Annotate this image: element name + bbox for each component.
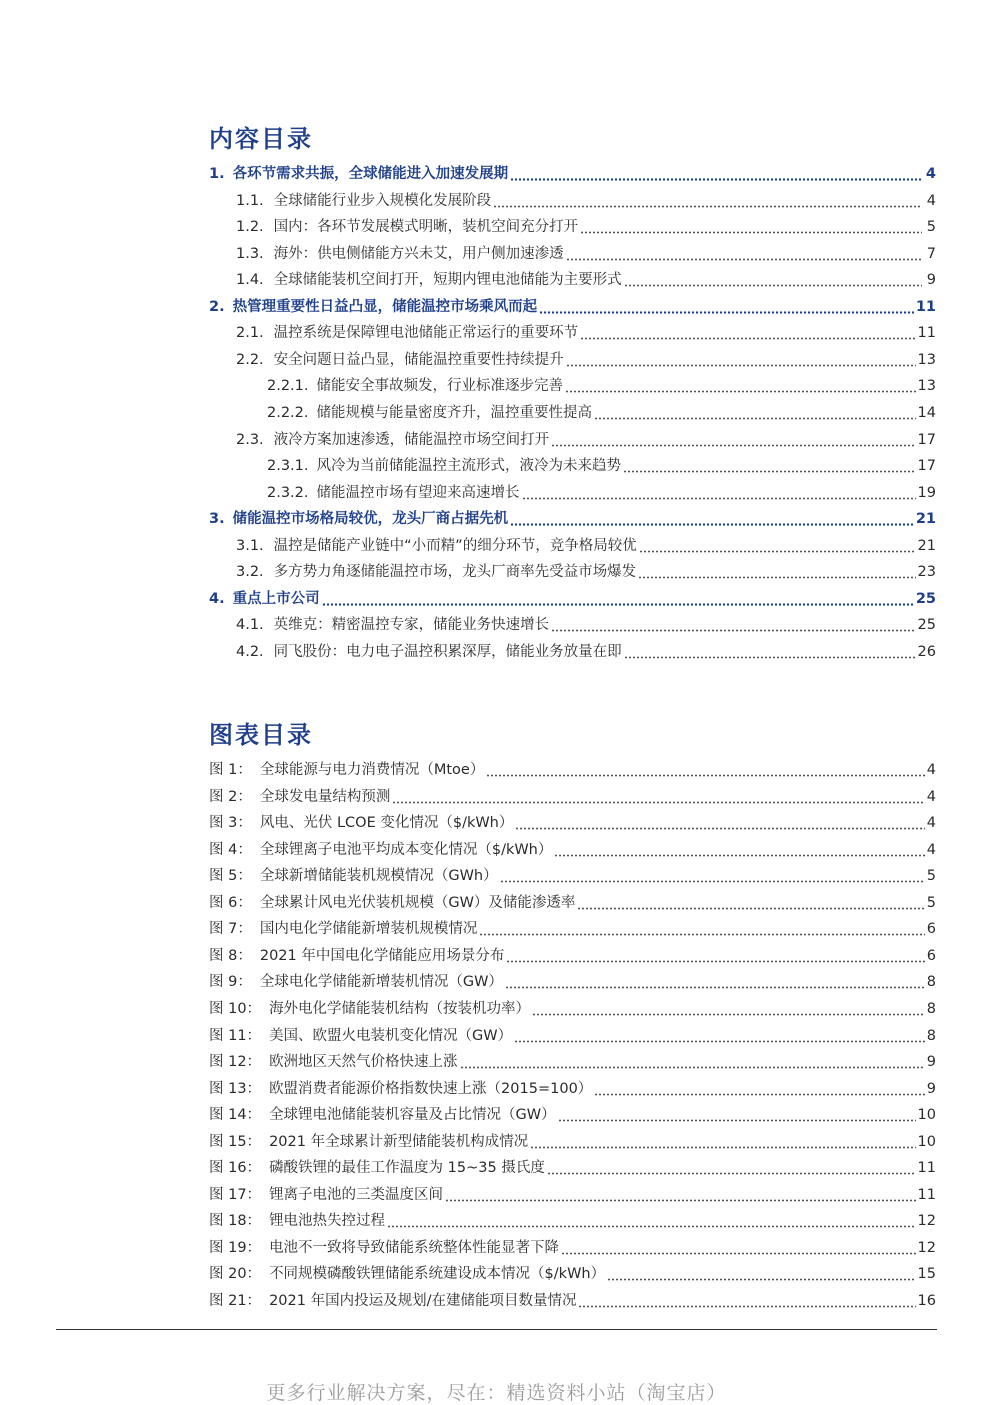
figure-entry-label: 图 15： (209, 1133, 262, 1150)
toc-entry-number: 2.2.2. (267, 404, 309, 421)
toc-leader-dots (510, 506, 914, 532)
figure-entry-page: 6 (926, 947, 936, 964)
toc-leader-dots (580, 320, 915, 346)
toc-leader-dots (322, 586, 914, 612)
figure-entry-title: 磷酸铁锂的最佳工作温度为 15~35 摄氏度 (269, 1160, 545, 1177)
figure-entry[interactable] (209, 784, 936, 810)
toc-entry-number: 4.2. (236, 643, 264, 660)
toc-leader-dots (639, 533, 916, 559)
toc-leader-dots (580, 214, 922, 240)
figure-leader-dots (460, 1049, 925, 1075)
figure-entry-page: 12 (917, 1239, 936, 1256)
toc-entry-number: 2.3. (236, 431, 264, 448)
toc-entry-number: 2.3.1. (267, 458, 309, 475)
toc-entry[interactable] (236, 267, 936, 293)
toc-entry-number: 3.2. (236, 564, 264, 581)
figure-entry-title: 锂电池热失控过程 (269, 1213, 386, 1230)
toc-entry-title: 各环节需求共振，全球储能进入加速发展期 (232, 166, 509, 182)
toc-entry[interactable] (209, 294, 936, 320)
figure-leader-dots (558, 1102, 916, 1128)
figure-entry-title: 2021 年中国电化学储能应用场景分布 (259, 947, 505, 964)
figure-entry-title: 锂离子电池的三类温度区间 (269, 1186, 444, 1203)
figure-entry-label: 图 16： (209, 1160, 262, 1177)
toc-entry[interactable] (236, 188, 936, 214)
figure-leader-dots (387, 1208, 915, 1234)
figure-leader-dots (392, 784, 924, 810)
figure-entry-label: 图 18： (209, 1213, 262, 1230)
figure-leader-dots (607, 1261, 915, 1287)
figure-entry-title: 欧洲地区天然气价格快速上涨 (269, 1054, 458, 1071)
figure-entry[interactable] (209, 943, 936, 969)
figure-entry-label: 图 9： (209, 974, 252, 991)
toc-leader-dots (551, 612, 915, 638)
figure-entry-page: 5 (926, 894, 936, 911)
toc-entry[interactable] (209, 506, 936, 532)
figure-leader-dots (561, 1235, 915, 1261)
figure-entry-title: 电池不一致将导致储能系统整体性能显著下降 (269, 1239, 560, 1256)
toc-entry-page: 17 (917, 431, 936, 448)
figure-entry-title: 2021 年国内投运及规划/在建储能项目数量情况 (269, 1293, 577, 1309)
toc-entry-number: 2.2. (236, 351, 264, 368)
toc-leader-dots (551, 427, 915, 453)
figure-entry-page: 10 (917, 1107, 936, 1124)
toc-leader-dots (623, 453, 916, 479)
toc-entry-number: 4. (209, 590, 225, 607)
figure-entry-title: 全球锂离子电池平均成本变化情况（$/kWh） (259, 841, 553, 858)
toc-entry-title: 同飞股份：电力电子温控积累深厚，储能业务放量在即 (273, 643, 622, 660)
toc-entry-page: 21 (917, 537, 936, 554)
figure-entry-page: 8 (926, 1000, 936, 1017)
toc-entry-number: 1.4. (236, 272, 264, 289)
toc-entry-number: 4.1. (236, 617, 264, 634)
toc-leader-dots (539, 294, 914, 320)
toc-entry-page: 5 (926, 219, 936, 236)
figure-leader-dots (547, 1155, 916, 1181)
toc-entry-number: 2.1. (236, 325, 264, 342)
toc-leader-dots (638, 559, 915, 585)
figure-leader-dots (532, 996, 925, 1022)
toc-entry-number: 2. (209, 298, 225, 315)
toc-entry-page: 25 (917, 617, 936, 634)
toc-entry-title: 风冷为当前储能温控主流形式，液冷为未来趋势 (316, 458, 622, 475)
toc-entry-page: 21 (915, 511, 936, 528)
figure-leader-dots (505, 969, 925, 995)
figure-entry[interactable] (209, 890, 936, 916)
toc-entry-title: 液冷方案加速渗透，储能温控市场空间打开 (273, 431, 550, 448)
figure-entry-label: 图 11： (209, 1027, 262, 1044)
figure-entry-page: 6 (926, 921, 936, 938)
toc-entry-title: 全球储能装机空间打开，短期内锂电池储能为主要形式 (273, 272, 622, 289)
toc-entry-page: 11 (917, 325, 936, 342)
figure-entry-title: 全球新增储能装机规模情况（GWh） (259, 868, 498, 885)
figure-entry-title: 海外电化学储能装机结构（按装机功率） (269, 1000, 531, 1017)
toc-leader-dots (493, 188, 922, 214)
figure-leader-dots (486, 757, 924, 783)
figure-entry[interactable] (209, 969, 936, 995)
figure-entry-title: 全球能源与电力消费情况（Mtoe） (259, 762, 485, 778)
toc-leader-dots (624, 639, 916, 665)
figure-leader-dots (515, 810, 924, 836)
footer-text: 更多行业解决方案，尽在：精选资料小站（淘宝店） (266, 1382, 727, 1404)
figure-entry-page: 12 (917, 1213, 936, 1230)
figures-heading: 图表目录 (209, 721, 313, 749)
toc-entry-page: 4 (925, 166, 936, 182)
figure-entry[interactable] (209, 1102, 936, 1128)
figure-entry-page: 11 (917, 1160, 936, 1177)
toc-leader-dots (565, 373, 916, 399)
toc-entry[interactable] (209, 161, 936, 187)
toc-entry-title: 安全问题日益凸显，储能温控重要性持续提升 (273, 351, 564, 368)
figure-entry-title: 风电、光伏 LCOE 变化情况（$/kWh） (259, 815, 514, 832)
toc-entry-title: 英维克：精密温控专家，储能业务快速增长 (273, 617, 550, 634)
figure-entry-title: 不同规模磷酸铁锂储能系统建设成本情况（$/kWh） (269, 1266, 606, 1283)
figure-entry-label: 图 21： (209, 1293, 262, 1309)
toc-entry-title: 热管理重要性日益凸显，储能温控市场乘风而起 (232, 298, 538, 315)
toc-entry[interactable] (236, 347, 936, 373)
toc-entry-number: 2.3.2. (267, 484, 309, 501)
figure-entry-title: 美国、欧盟火电装机变化情况（GW） (269, 1027, 513, 1044)
figure-entry-page: 4 (926, 762, 936, 778)
toc-entry-number: 3. (209, 511, 225, 528)
figure-entry[interactable] (209, 916, 936, 942)
figure-entry-title: 全球发电量结构预测 (259, 788, 391, 805)
toc-entry[interactable] (236, 559, 936, 585)
figure-entry[interactable] (209, 1208, 936, 1234)
toc-entry-page: 26 (917, 643, 936, 660)
toc-entry-number: 3.1. (236, 537, 264, 554)
toc-entry[interactable] (236, 320, 936, 346)
toc-leader-dots (624, 267, 922, 293)
figure-entry-page: 4 (926, 788, 936, 805)
toc-entry-page: 13 (917, 378, 936, 395)
toc-entry-page: 25 (915, 590, 936, 607)
figure-entry[interactable] (209, 1288, 936, 1314)
figure-entry-label: 图 4： (209, 841, 252, 858)
toc-entry-page: 4 (926, 192, 936, 209)
figure-entry-label: 图 2： (209, 788, 252, 805)
figure-entry-label: 图 13： (209, 1080, 262, 1097)
figure-entry-title: 全球锂电池储能装机容量及占比情况（GW） (269, 1107, 556, 1124)
toc-entry-page: 11 (915, 298, 936, 315)
figure-entry-page: 16 (917, 1293, 936, 1309)
figure-leader-dots (578, 1288, 915, 1314)
figure-entry-label: 图 12： (209, 1054, 262, 1071)
toc-entry-title: 海外：供电侧储能方兴未艾，用户侧加速渗透 (273, 245, 564, 262)
figure-entry[interactable] (209, 810, 936, 836)
toc-entry-page: 17 (917, 458, 936, 475)
figure-entry-label: 图 14： (209, 1107, 262, 1124)
figure-entry[interactable] (209, 837, 936, 863)
figure-leader-dots (514, 1023, 925, 1049)
toc-entry-title: 多方势力角逐储能温控市场，龙头厂商率先受益市场爆发 (273, 564, 637, 581)
figure-entry[interactable] (209, 1023, 936, 1049)
toc-entry[interactable] (267, 373, 936, 399)
figure-entry[interactable] (209, 757, 936, 783)
figure-entry[interactable] (209, 1155, 936, 1181)
toc-entry-page: 14 (917, 404, 936, 421)
toc-entry-page: 19 (917, 484, 936, 501)
toc-entry-page: 23 (917, 564, 936, 581)
figure-leader-dots (500, 863, 925, 889)
toc-entry[interactable] (236, 612, 936, 638)
figure-entry-label: 图 10： (209, 1000, 262, 1017)
figure-entry[interactable] (209, 1261, 936, 1287)
toc-entry-title: 国内：各环节发展模式明晰，装机空间充分打开 (273, 219, 579, 236)
toc-entry-title: 储能温控市场有望迎来高速增长 (316, 484, 520, 501)
toc-entry-page: 7 (926, 245, 936, 262)
figure-leader-dots (577, 890, 924, 916)
toc-entry-number: 1. (209, 166, 225, 182)
figure-leader-dots (594, 1076, 924, 1102)
figure-entry-title: 2021 年全球累计新型储能装机构成情况 (269, 1133, 529, 1150)
figure-leader-dots (479, 916, 924, 942)
toc-leader-dots (566, 241, 922, 267)
figure-entry-page: 8 (926, 974, 936, 991)
figure-entry-page: 5 (926, 868, 936, 885)
toc-entry[interactable] (209, 586, 936, 612)
toc-entry-title: 温控是储能产业链中“小而精”的细分环节，竞争格局较优 (273, 537, 637, 554)
figure-entry-label: 图 5： (209, 868, 252, 885)
contents-heading: 内容目录 (209, 125, 313, 153)
figure-entry-label: 图 6： (209, 894, 252, 911)
figure-entry-title: 国内电化学储能新增装机规模情况 (259, 921, 478, 938)
toc-entry-number: 1.3. (236, 245, 264, 262)
figure-entry-page: 8 (926, 1027, 936, 1044)
figure-entry-page: 9 (926, 1080, 936, 1097)
figure-entry-title: 全球电化学储能新增装机情况（GW） (259, 974, 503, 991)
toc-leader-dots (510, 161, 922, 187)
figure-leader-dots (530, 1129, 915, 1155)
toc-entry-page: 9 (926, 272, 936, 289)
figure-entry-label: 图 17： (209, 1186, 262, 1203)
figure-leader-dots (554, 837, 924, 863)
figure-leader-dots (445, 1182, 915, 1208)
toc-entry-title: 储能安全事故频发，行业标准逐步完善 (316, 378, 564, 395)
toc-entry-number: 1.1. (236, 192, 264, 209)
figure-entry-page: 15 (917, 1266, 936, 1283)
figure-entry-title: 欧盟消费者能源价格指数快速上涨（2015=100） (269, 1080, 593, 1097)
toc-leader-dots (566, 347, 916, 373)
figure-entry-label: 图 1： (209, 762, 252, 778)
figure-entry-page: 9 (926, 1054, 936, 1071)
figure-entry[interactable] (209, 1182, 936, 1208)
toc-entry-number: 2.2.1. (267, 378, 309, 395)
toc-entry-number: 1.2. (236, 219, 264, 236)
toc-entry-title: 重点上市公司 (232, 590, 320, 607)
figure-leader-dots (506, 943, 924, 969)
toc-entry[interactable] (236, 533, 936, 559)
toc-entry[interactable] (236, 427, 936, 453)
figure-entry-label: 图 20： (209, 1266, 262, 1283)
toc-entry[interactable] (267, 400, 936, 426)
page-bottom-rule (56, 1329, 937, 1330)
toc-entry-page: 13 (917, 351, 936, 368)
figure-entry[interactable] (209, 1129, 936, 1155)
toc-entry[interactable] (267, 453, 936, 479)
toc-entry-title: 储能温控市场格局较优，龙头厂商占据先机 (232, 511, 509, 528)
figure-entry-page: 10 (917, 1133, 936, 1150)
toc-entry-title: 储能规模与能量密度齐升，温控重要性提高 (316, 404, 593, 421)
toc-entry-title: 全球储能行业步入规模化发展阶段 (273, 192, 492, 209)
toc-entry-title: 温控系统是保障锂电池储能正常运行的重要环节 (273, 325, 579, 342)
toc-leader-dots (594, 400, 916, 426)
figure-entry-title: 全球累计风电光伏装机规模（GW）及储能渗透率 (259, 894, 576, 911)
figure-entry-page: 11 (917, 1186, 936, 1203)
figure-entry-page: 4 (926, 815, 936, 832)
toc-entry[interactable] (267, 480, 936, 506)
figure-entry-label: 图 3： (209, 815, 252, 832)
figure-entry-page: 4 (926, 841, 936, 858)
figure-entry[interactable] (209, 1076, 936, 1102)
toc-entry[interactable] (236, 639, 936, 665)
figure-entry-label: 图 8： (209, 947, 252, 964)
figure-entry[interactable] (209, 1049, 936, 1075)
figure-entry-label: 图 19： (209, 1239, 262, 1256)
toc-leader-dots (522, 480, 916, 506)
figure-entry[interactable] (209, 996, 936, 1022)
toc-entry[interactable] (236, 214, 936, 240)
toc-entry[interactable] (236, 241, 936, 267)
figure-entry[interactable] (209, 863, 936, 889)
figure-entry-label: 图 7： (209, 921, 252, 938)
figure-entry[interactable] (209, 1235, 936, 1261)
